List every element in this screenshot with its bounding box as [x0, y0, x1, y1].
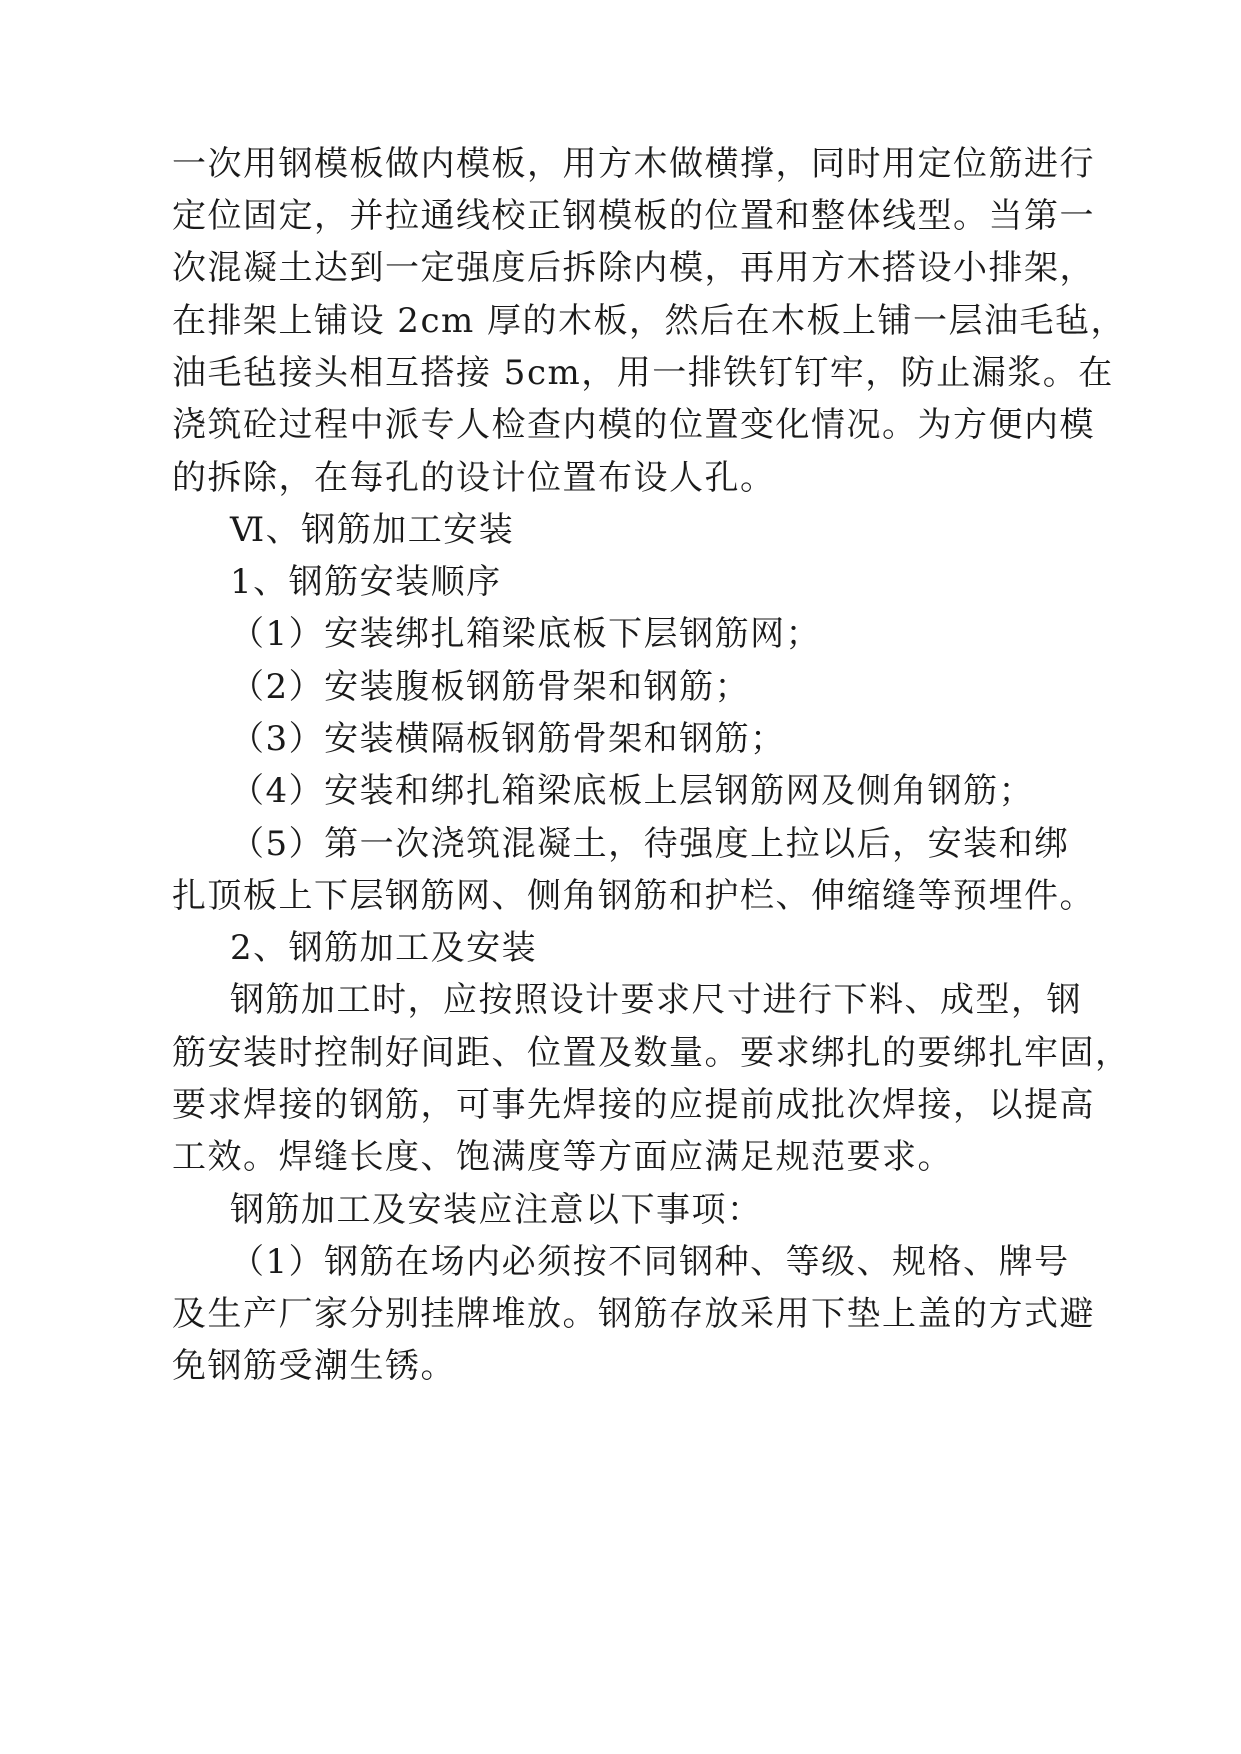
text-line: 及生产厂家分别挂牌堆放。钢筋存放采用下垫上盖的方式避 [172, 1294, 1095, 1334]
list-item: （1）安装绑扎箱梁底板下层钢筋网； [230, 614, 822, 654]
list-item: （5）第一次浇筑混凝土，待强度上拉以后，安装和绑 [230, 824, 1070, 864]
text-line: 免钢筋受潮生锈。 [172, 1346, 456, 1386]
text-line: 定位固定，并拉通线校正钢模板的位置和整体线型。当第一 [172, 196, 1095, 236]
text-line: 油毛毡接头相互搭接 5cm，用一排铁钉钉牢，防止漏浆。在 [172, 353, 1114, 393]
text-line: 扎顶板上下层钢筋网、侧角钢筋和护栏、伸缩缝等预埋件。 [172, 876, 1095, 916]
text-line: 的拆除，在每孔的设计位置布设人孔。 [172, 458, 776, 498]
text-line: 钢筋加工时，应按照设计要求尺寸进行下料、成型，钢 [230, 980, 1082, 1020]
list-item: （1）钢筋在场内必须按不同钢种、等级、规格、牌号 [230, 1242, 1070, 1282]
list-item: （4）安装和绑扎箱梁底板上层钢筋网及侧角钢筋； [230, 771, 1035, 811]
text-line: 浇筑砼过程中派专人检查内模的位置变化情况。为方便内模 [172, 405, 1095, 445]
text-line: 要求焊接的钢筋，可事先焊接的应提前成批次焊接，以提高 [172, 1085, 1095, 1125]
subsection-heading: 2、钢筋加工及安装 [230, 928, 538, 968]
section-heading: Ⅵ、钢筋加工安装 [230, 510, 515, 550]
text-line: 在排架上铺设 2cm 厚的木板，然后在木板上铺一层油毛毡， [172, 301, 1127, 341]
list-item: （3）安装横隔板钢筋骨架和钢筋； [230, 719, 786, 759]
subsection-heading: 1、钢筋安装顺序 [230, 562, 502, 602]
text-line: 工效。焊缝长度、饱满度等方面应满足规范要求。 [172, 1137, 953, 1177]
text-line: 次混凝土达到一定强度后拆除内模，再用方木搭设小排架， [172, 248, 1095, 288]
text-line: 钢筋加工及安装应注意以下事项： [230, 1190, 763, 1230]
list-item: （2）安装腹板钢筋骨架和钢筋； [230, 667, 751, 707]
text-line: 一次用钢模板做内模板，用方木做横撑，同时用定位筋进行 [172, 144, 1095, 184]
text-line: 筋安装时控制好间距、位置及数量。要求绑扎的要绑扎牢固， [172, 1033, 1131, 1073]
